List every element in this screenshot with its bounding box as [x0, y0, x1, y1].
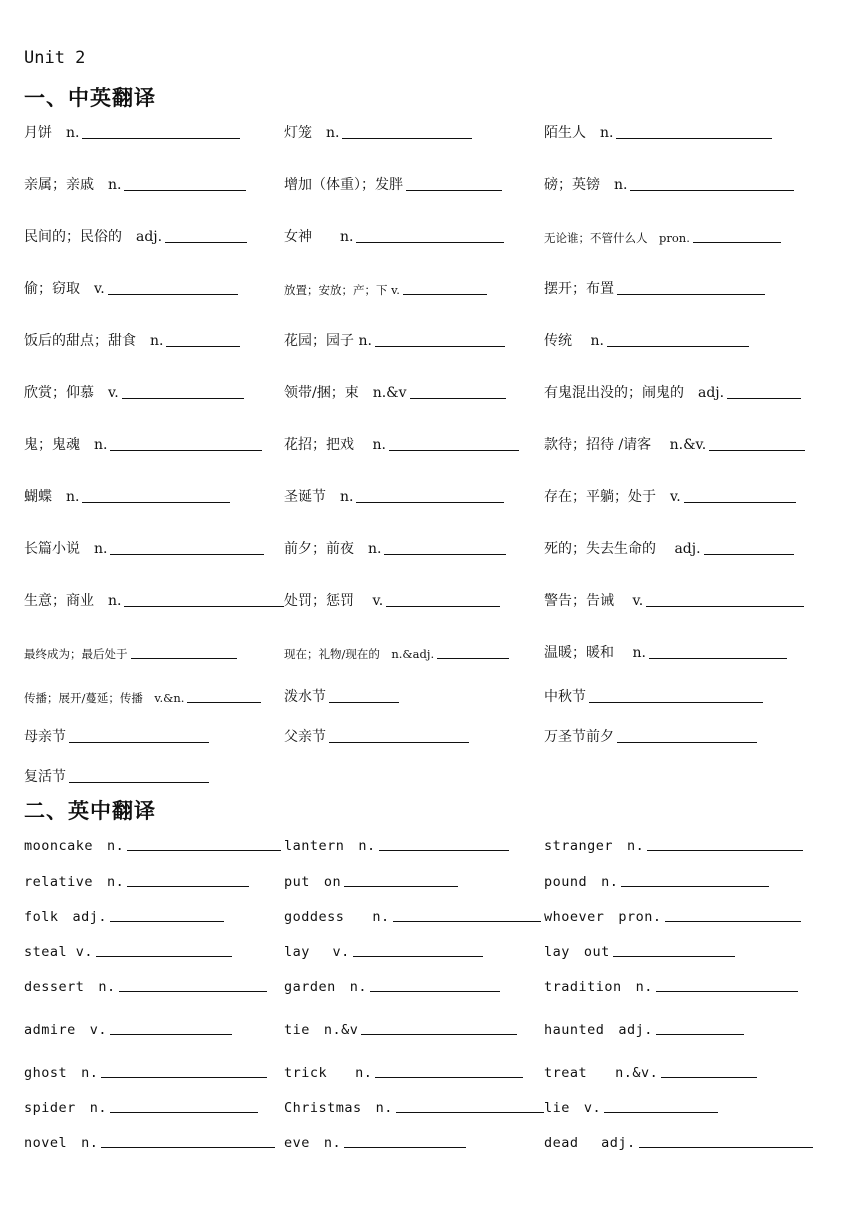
cn-label: 中秋节: [544, 689, 586, 705]
answer-blank[interactable]: [410, 397, 506, 399]
en-item: [24, 834, 284, 854]
cn-label: 最终成为；最后处于: [24, 647, 128, 661]
cn-item: [284, 122, 544, 142]
answer-blank[interactable]: [656, 1033, 744, 1035]
answer-blank[interactable]: [131, 657, 237, 659]
en-cn-grid: [24, 832, 836, 1151]
en-label: spider n.: [24, 1100, 108, 1116]
en-label: stranger n.: [544, 838, 645, 854]
cn-row: [24, 558, 836, 610]
answer-blank[interactable]: [122, 397, 244, 399]
en-item: [24, 870, 284, 890]
cn-item: [544, 278, 836, 298]
answer-blank[interactable]: [342, 137, 472, 139]
en-item: [24, 1096, 284, 1116]
en-label: lie v.: [544, 1100, 602, 1116]
answer-blank[interactable]: [607, 345, 749, 347]
en-item: [284, 905, 544, 925]
cn-item: [284, 538, 544, 558]
answer-blank[interactable]: [647, 849, 803, 851]
en-label: mooncake n.: [24, 838, 125, 854]
cn-row: [24, 142, 836, 194]
cn-item: [24, 726, 284, 746]
cn-item: [544, 122, 836, 142]
en-label: relative n.: [24, 874, 125, 890]
cn-label: 泼水节: [284, 689, 326, 705]
answer-blank[interactable]: [110, 449, 262, 451]
cn-label: 温暖；暖和 n.: [544, 645, 646, 661]
en-item: [24, 975, 284, 995]
cn-item: [544, 726, 836, 746]
answer-blank[interactable]: [665, 920, 801, 922]
cn-item: [544, 538, 836, 558]
en-item: [544, 1018, 836, 1038]
cn-item: [24, 278, 284, 298]
answer-blank[interactable]: [82, 137, 240, 139]
answer-blank[interactable]: [661, 1076, 757, 1078]
cn-item: [24, 174, 284, 194]
cn-label: 摆开；布置: [544, 281, 614, 297]
answer-blank[interactable]: [621, 885, 769, 887]
cn-label: 无论谁；不管什么人 pron.: [544, 231, 690, 245]
answer-blank[interactable]: [589, 701, 763, 703]
en-item: [284, 1096, 544, 1116]
cn-row: [24, 298, 836, 350]
en-item: [284, 940, 544, 960]
cn-label: 鬼；鬼魂 n.: [24, 437, 108, 453]
cn-label: 欣赏；仰慕 v.: [24, 385, 119, 401]
cn-label: 偷；窃取 v.: [24, 281, 105, 297]
cn-en-grid: [24, 120, 836, 786]
answer-blank[interactable]: [727, 397, 801, 399]
cn-item: [24, 766, 284, 786]
answer-blank[interactable]: [617, 293, 765, 295]
cn-item: [544, 486, 836, 506]
cn-row: [24, 706, 836, 746]
cn-item: [544, 434, 836, 454]
cn-item: [544, 230, 836, 246]
cn-label: 警告；告诫 v.: [544, 593, 644, 609]
en-label: folk adj.: [24, 909, 108, 925]
cn-label: 存在；平躺；处于 v.: [544, 489, 681, 505]
cn-item: [544, 174, 836, 194]
answer-blank[interactable]: [82, 501, 230, 503]
answer-blank[interactable]: [704, 553, 794, 555]
en-row: [24, 854, 836, 890]
section-title-en-cn: 二、英中翻译: [24, 799, 156, 823]
cn-item: [284, 726, 544, 746]
cn-label: 有鬼混出没的；闹鬼的 adj.: [544, 385, 725, 401]
answer-blank[interactable]: [356, 501, 504, 503]
cn-item: [284, 382, 544, 402]
en-label: tie n.&v: [284, 1022, 359, 1038]
cn-row: [24, 402, 836, 454]
answer-blank[interactable]: [617, 741, 757, 743]
answer-blank[interactable]: [124, 189, 246, 191]
answer-blank[interactable]: [110, 1111, 258, 1113]
cn-label: 长篇小说 n.: [24, 541, 108, 557]
answer-blank[interactable]: [108, 293, 238, 295]
answer-blank[interactable]: [101, 1076, 267, 1078]
cn-item: [24, 590, 284, 610]
answer-blank[interactable]: [356, 241, 504, 243]
cn-label: 民间的；民俗的 adj.: [24, 229, 163, 245]
cn-item: [24, 434, 284, 454]
en-item: [544, 1131, 836, 1151]
cn-label: 灯笼 n.: [284, 125, 340, 141]
answer-blank[interactable]: [406, 189, 502, 191]
cn-row: [24, 610, 836, 662]
answer-blank[interactable]: [344, 885, 458, 887]
en-item: [544, 905, 836, 925]
en-item: [24, 905, 284, 925]
answer-blank[interactable]: [110, 1033, 232, 1035]
en-label: dead adj.: [544, 1135, 636, 1151]
answer-blank[interactable]: [69, 781, 209, 783]
answer-blank[interactable]: [639, 1146, 813, 1148]
en-item: [544, 1061, 836, 1081]
cn-item: [544, 642, 836, 662]
cn-item: [284, 226, 544, 246]
en-label: trick n.: [284, 1065, 373, 1081]
cn-label: 领带/捆；束 n.&v: [284, 385, 407, 401]
en-label: novel n.: [24, 1135, 99, 1151]
answer-blank[interactable]: [604, 1111, 718, 1113]
answer-blank[interactable]: [649, 657, 787, 659]
en-label: put on: [284, 874, 342, 890]
en-item: [284, 870, 544, 890]
answer-blank[interactable]: [389, 449, 519, 451]
cn-label: 复活节: [24, 769, 66, 785]
en-row: [24, 832, 836, 854]
answer-blank[interactable]: [353, 955, 483, 957]
answer-blank[interactable]: [379, 849, 509, 851]
en-item: [284, 1061, 544, 1081]
cn-label: 现在；礼物/现在的 n.&adj.: [284, 647, 435, 661]
answer-blank[interactable]: [684, 501, 796, 503]
cn-item: [284, 646, 544, 662]
cn-row: [24, 662, 836, 706]
cn-label: 女神 n.: [284, 229, 354, 245]
en-label: steal v.: [24, 944, 94, 960]
en-item: [24, 944, 284, 960]
answer-blank[interactable]: [110, 920, 224, 922]
answer-blank[interactable]: [437, 657, 509, 659]
cn-item: [544, 330, 836, 350]
cn-label: 传播；展开/蔓延；传播 v.&n.: [24, 691, 185, 705]
cn-label: 圣诞节 n.: [284, 489, 354, 505]
answer-blank[interactable]: [386, 605, 500, 607]
cn-item: [24, 226, 284, 246]
answer-blank[interactable]: [361, 1033, 517, 1035]
en-label: dessert n.: [24, 979, 116, 995]
answer-blank[interactable]: [616, 137, 772, 139]
answer-blank[interactable]: [69, 741, 209, 743]
cn-item: [544, 590, 836, 610]
cn-label: 磅；英镑 n.: [544, 177, 628, 193]
cn-label: 生意；商业 n.: [24, 593, 122, 609]
section-title-cn-en: 一、中英翻译: [24, 86, 156, 110]
cn-item: [284, 486, 544, 506]
answer-blank[interactable]: [166, 345, 240, 347]
cn-item: [284, 330, 544, 350]
cn-item: [24, 330, 284, 350]
answer-blank[interactable]: [329, 741, 469, 743]
answer-blank[interactable]: [630, 189, 794, 191]
en-row: [24, 925, 836, 960]
answer-blank[interactable]: [110, 553, 264, 555]
cn-item: [284, 686, 544, 706]
cn-label: 蝴蝶 n.: [24, 489, 80, 505]
cn-label: 死的；失去生命的 adj.: [544, 541, 701, 557]
answer-blank[interactable]: [693, 241, 781, 243]
cn-item: [284, 590, 544, 610]
en-row: [24, 995, 836, 1038]
cn-label: 前夕；前夜 n.: [284, 541, 382, 557]
answer-blank[interactable]: [375, 1076, 523, 1078]
answer-blank[interactable]: [403, 293, 487, 295]
en-label: whoever pron.: [544, 909, 662, 925]
cn-item: [24, 646, 284, 662]
answer-blank[interactable]: [393, 920, 541, 922]
en-item: [284, 1131, 544, 1151]
cn-label: 母亲节: [24, 729, 66, 745]
answer-blank[interactable]: [646, 605, 804, 607]
en-label: admire v.: [24, 1022, 108, 1038]
en-row: [24, 890, 836, 925]
answer-blank[interactable]: [96, 955, 232, 957]
en-item: [24, 1061, 284, 1081]
en-row: [24, 1116, 836, 1151]
answer-blank[interactable]: [375, 345, 505, 347]
cn-row: [24, 746, 836, 786]
answer-blank[interactable]: [656, 990, 798, 992]
cn-label: 万圣节前夕: [544, 729, 614, 745]
cn-item: [544, 686, 836, 706]
answer-blank[interactable]: [370, 990, 500, 992]
en-item: [544, 834, 836, 854]
en-label: ghost n.: [24, 1065, 99, 1081]
answer-blank[interactable]: [119, 990, 267, 992]
answer-blank[interactable]: [329, 701, 399, 703]
cn-label: 饭后的甜点；甜食 n.: [24, 333, 164, 349]
en-item: [284, 1018, 544, 1038]
cn-label: 花招；把戏 n.: [284, 437, 386, 453]
cn-label: 放置；安放；产；下 v.: [284, 283, 400, 297]
cn-label: 亲属；亲戚 n.: [24, 177, 122, 193]
en-item: [284, 975, 544, 995]
en-label: garden n.: [284, 979, 368, 995]
cn-item: [24, 538, 284, 558]
answer-blank[interactable]: [396, 1111, 544, 1113]
en-label: lay v.: [284, 944, 350, 960]
cn-label: 增加（体重）；发胖: [284, 177, 403, 193]
en-label: pound n.: [544, 874, 619, 890]
answer-blank[interactable]: [709, 449, 805, 451]
cn-item: [284, 282, 544, 298]
cn-row: [24, 454, 836, 506]
en-label: eve n.: [284, 1135, 342, 1151]
en-item: [24, 1018, 284, 1038]
cn-label: 父亲节: [284, 729, 326, 745]
en-row: [24, 1081, 836, 1116]
cn-row: [24, 350, 836, 402]
cn-row: [24, 120, 836, 142]
answer-blank[interactable]: [384, 553, 506, 555]
en-item: [284, 834, 544, 854]
cn-item: [544, 382, 836, 402]
en-label: Christmas n.: [284, 1100, 393, 1116]
cn-item: [284, 434, 544, 454]
answer-blank[interactable]: [127, 849, 281, 851]
en-item: [544, 1096, 836, 1116]
unit-title: Unit 2: [24, 48, 86, 68]
cn-label: 花园；园子 n.: [284, 333, 372, 349]
en-item: [24, 1131, 284, 1151]
cn-label: 陌生人 n.: [544, 125, 614, 141]
en-item: [544, 870, 836, 890]
cn-item: [24, 486, 284, 506]
cn-item: [24, 122, 284, 142]
en-row: [24, 960, 836, 995]
answer-blank[interactable]: [101, 1146, 275, 1148]
cn-label: 处罚；惩罚 v.: [284, 593, 384, 609]
cn-label: 月饼 n.: [24, 125, 80, 141]
en-label: lay out: [544, 944, 610, 960]
answer-blank[interactable]: [613, 955, 735, 957]
en-label: haunted adj.: [544, 1022, 653, 1038]
en-label: lantern n.: [284, 838, 376, 854]
en-row: [24, 1038, 836, 1081]
answer-blank[interactable]: [187, 701, 261, 703]
en-item: [544, 940, 836, 960]
cn-row: [24, 194, 836, 246]
cn-item: [284, 174, 544, 194]
answer-blank[interactable]: [344, 1146, 466, 1148]
cn-item: [24, 382, 284, 402]
cn-label: 传统 n.: [544, 333, 604, 349]
answer-blank[interactable]: [165, 241, 247, 243]
cn-label: 款待；招待 /请客 n.&v.: [544, 437, 707, 453]
en-label: tradition n.: [544, 979, 653, 995]
cn-item: [24, 690, 284, 706]
cn-row: [24, 246, 836, 298]
answer-blank[interactable]: [127, 885, 249, 887]
en-label: goddess n.: [284, 909, 390, 925]
answer-blank[interactable]: [124, 605, 284, 607]
en-item: [544, 975, 836, 995]
cn-row: [24, 506, 836, 558]
en-label: treat n.&v.: [544, 1065, 659, 1081]
